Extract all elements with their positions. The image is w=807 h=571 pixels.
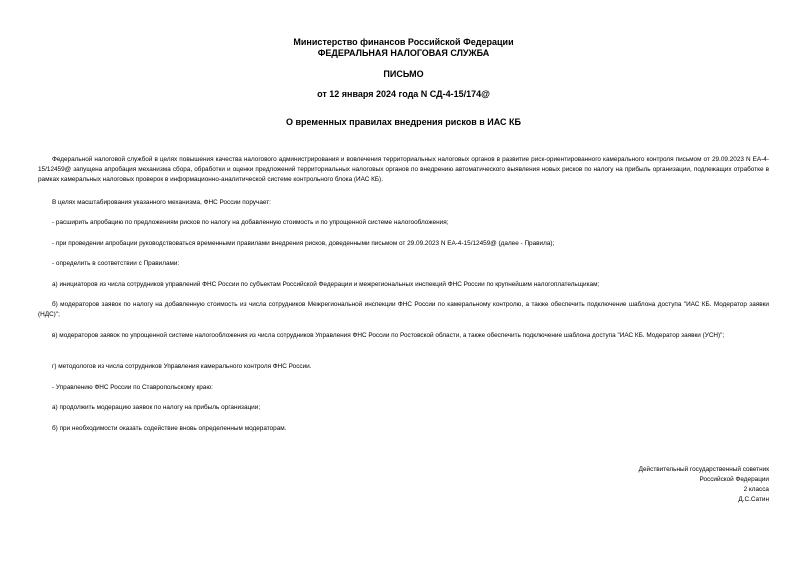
signature-title-line2: Российской Федерации: [699, 476, 769, 483]
paragraph-item-a-text: а) инициаторов из числа сотрудников управлений ФНС России по субъектам Российской Федерации и межрегиональных инспекций ФНС России по крупнейшим налогоплательщикам;: [52, 281, 600, 288]
document-subject: О временных правилах внедрения рисков в ИАС КБ: [286, 117, 521, 127]
paragraph-define: [38, 259, 769, 269]
paragraph-item-g-text: г) методологов из числа сотрудников Управления камерального контроля ФНС России.: [52, 363, 312, 370]
signature-title-line3: 2 класса: [743, 486, 769, 493]
ministry-title: Министерство финансов Российской Федерации: [293, 37, 514, 47]
paragraph-item-v-text: в) модераторов заявок по упрощенной системе налогообложения из числа сотрудников Управления ФНС России по Ростовской области, а также обеспечить подключение шаблона доступа "ИАС КБ. Модератор заявки (УСН)";: [52, 332, 725, 339]
signature-block: [549, 465, 769, 505]
document-type: ПИСЬМО: [383, 69, 424, 79]
signature-name: Д.С.Сатин: [738, 496, 769, 503]
paragraph-item-b: [38, 300, 769, 320]
paragraph-rules-text: - при проведении апробации руководствоваться временными правилами внедрения рисков, доведенными письмом от 29.09.2023 N ЕА-4-15/12459@ (далее - Правила);: [52, 240, 555, 247]
paragraph-order-text: В целях масштабирования указанного механизма, ФНС России поручает:: [52, 199, 271, 206]
document-date-number: от 12 января 2024 года N СД-4-15/174@: [317, 89, 490, 99]
paragraph-extend-text: - расширить апробацию по предложениям рисков по налогу на добавленную стоимость и по упрощенной системе налогообложения;: [52, 219, 449, 226]
paragraph-stavropol-b-text: б) при необходимости оказать содействие вновь определенным модераторам.: [52, 425, 287, 432]
signature-title-line1: Действительный государственный советник: [638, 466, 769, 473]
paragraph-define-text: - определить в соответствии с Правилами:: [52, 260, 180, 267]
paragraph-stavropol-text: - Управлению ФНС России по Ставропольскому краю:: [52, 384, 213, 391]
paragraph-stavropol-a-text: а) продолжить модерацию заявок по налогу на прибыль организации;: [52, 404, 261, 411]
paragraph-rules: [38, 239, 769, 249]
paragraph-stavropol-a: [38, 403, 769, 413]
paragraph-stavropol-b: [38, 424, 769, 434]
paragraph-item-g: [38, 362, 769, 372]
paragraph-item-a: [38, 280, 769, 290]
service-title: ФЕДЕРАЛЬНАЯ НАЛОГОВАЯ СЛУЖБА: [317, 48, 490, 58]
paragraph-intro: [38, 155, 769, 185]
paragraph-item-v: [38, 331, 769, 341]
paragraph-extend: [38, 218, 769, 228]
paragraph-item-b-text: б) модераторов заявок по налогу на добавленную стоимость из числа сотрудников Межрегиональной инспекции ФНС России по камеральному контролю, а также обеспечить подключение шаблона доступа "ИАС КБ. Модератор заявки (НДС)";: [38, 301, 769, 318]
paragraph-stavropol: [38, 383, 769, 393]
paragraph-order: [38, 198, 769, 208]
paragraph-intro-text: Федеральной налоговой службой в целях повышения качества налогового администрирования и вовлечения территориальных налоговых органов в развитие риск-ориентированного камерального контроля письмом от 29.09.2023 N ЕА-4-15/12459@ запущена апробация механизма сбора, обработки и оценки предложений территориальных налоговых органов по внедрению автоматического выявления новых рисков по налогу на прибыль организации, подлежащих отработке в рамках камеральных налоговых проверок в информационно-аналитической системе контрольного блока (ИАС КБ).: [38, 156, 769, 183]
